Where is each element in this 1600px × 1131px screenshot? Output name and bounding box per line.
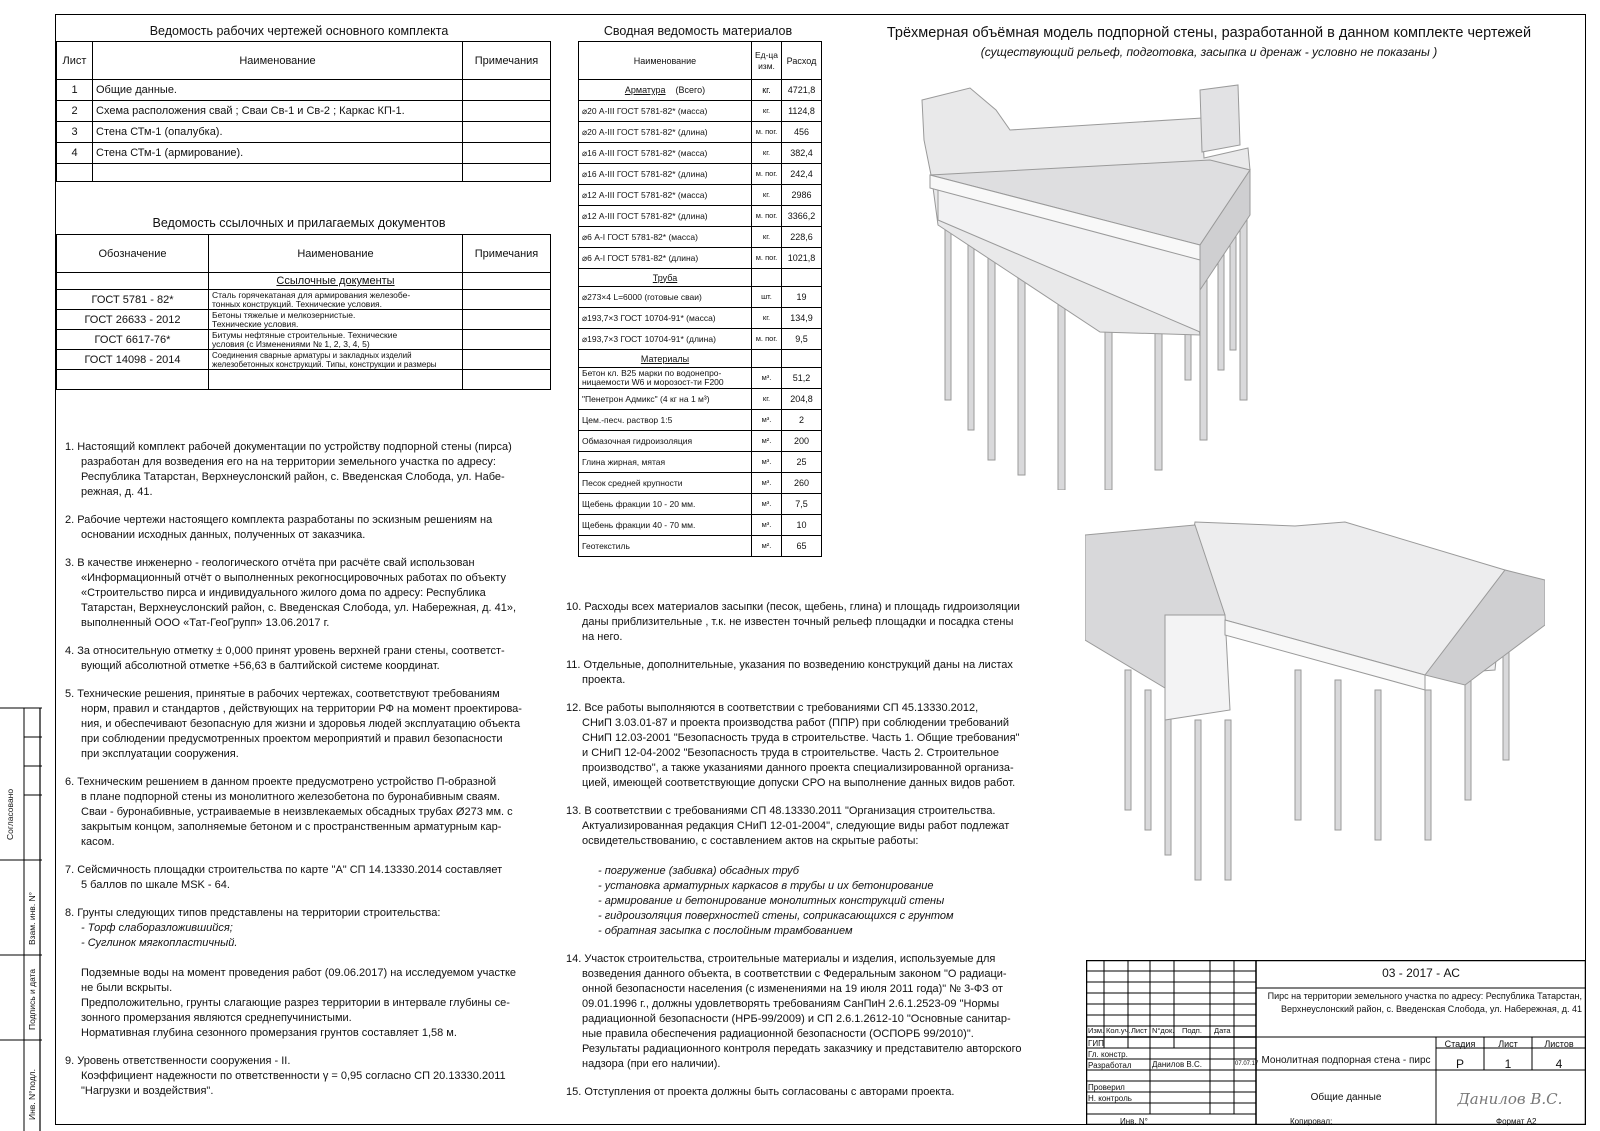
section-row: Труба xyxy=(579,269,822,287)
note-item: 1. Настоящий комплект рабочей документации по устройству подпорной стены (пирса) разработан для возведения его на на территории земельного участка по адресу: Республика Татарстан, Верхнеуслонский район, с. Введенская Слобода, ул. Набе- режная, д. 41. xyxy=(65,441,512,498)
drawings-table xyxy=(56,41,551,182)
notes-left xyxy=(65,440,555,1112)
table-row: Бетон кл. B25 марки по водонепро- ницаемости W6 и морозост-ти F200 м³. 51,2 xyxy=(579,368,822,389)
note-item: 6. Техническим решением в данном проекте предусмотрено устройство П-образной в плане подпорной стены из монолитного железобетона по буронабивным сваям. Сваи - буронабивные, устраиваемые в неизвлекаемых обсадных трубах Ø273 мм. с закрытым концом, заполняемые бетоном и с пространственным арматурным кар- касом. xyxy=(65,776,513,848)
table-row: ⌀193,7×3 ГОСТ 10704-91* (масса) кг. 134,9 xyxy=(579,308,822,329)
side-inv: Инв. N°подл. xyxy=(27,1068,37,1120)
model-render-bottom xyxy=(1085,520,1545,890)
copied-label: Копировал: xyxy=(1290,1117,1333,1126)
concrete-desc: Бетон кл. B25 марки по водонепро- ницаемости W6 и морозост-ти F200 xyxy=(579,368,752,389)
model-subtitle: (существующий рельеф, подготовка, засыпка и дренаж - условно не показаны ) xyxy=(980,45,1438,59)
table-row: Глина жирная, мятая м³. 25 xyxy=(579,452,822,473)
note-item: 9. Уровень ответственности сооружения - II. Коэффициент надежности по ответственности γ = 0,95 согласно СП 20.13330.2011 "Нагрузки и воздействия". xyxy=(65,1055,506,1097)
table-row: 4 Стена СТм-1 (армирование). xyxy=(57,143,551,164)
sheet-name: Общие данные xyxy=(1310,1092,1382,1103)
table-row: Геотекстиль м². 65 xyxy=(579,536,822,557)
title-block-roles: ГИП Гл. констр. Разработал Проверил Н. контроль xyxy=(1088,1039,1132,1103)
note-item: 12. Все работы выполняются в соответствии с требованиями СП 45.13330.2012, СНиП 3.03.01-87 и проекта производства работ (ППР) при соблюдении требований СНиП 12.03-2001 "Безопасность труда в строительстве. Часть 1. Общие требования" и СНиП 12-04-2002 "Безопасность труда в строительстве. Часть 2. Строительное производство", а также указаниями данного проекта специализированной организа- цией, имеющей соответствующие допуски СРО на выполнение данных видов работ. xyxy=(566,702,1020,789)
table-row: Щебень фракции 10 - 20 мм. м³. 7,5 xyxy=(579,494,822,515)
refdocs-title: Ведомость ссылочных и прилагаемых документов xyxy=(152,216,446,230)
refdocs-table: Обозначение Наименование Примечания Ссылочные документы ГОСТ 5781 - 82* Сталь горячекатаная для армирования железобе- тонных конструкций. Технические условия. ГОСТ 26633 - 2012 Бетоны тяжелые и мелкозернистые. Технические условия. ГОСТ 6617-76* Битумы нефтяные строительные. Технические условия (с Изменениями № 1, 2, 3, 4, 5) ГОСТ 14098 - 2014 Соединения сварные арматуры и закладных изделий железобетонных конструкций. Типы, конструкции и размеры xyxy=(56,234,551,390)
section-row: Материалы xyxy=(579,350,822,368)
table-row: "Пенетрон Адмикс" (4 кг на 1 м³) кг. 204,8 xyxy=(579,389,822,410)
th-sheet: Лист xyxy=(57,42,93,80)
table-row: ГОСТ 6617-76* Битумы нефтяные строительные. Технические условия (с Изменениями № 1, 2, 3, 4, 5) xyxy=(57,330,551,350)
note-item: 10. Расходы всех материалов засыпки (песок, щебень, глина) и площадь гидроизоляции даны приблизительные , т.к. не известен точный рельеф площадки и посадка стены на него. xyxy=(566,601,1020,643)
note-item: 5. Технические решения, принятые в рабочих чертежах, соответствуют требованиям норм, правил и стандартов , действующих на территории РФ на момент проектирова- ния, и обеспечивают безопасную для жизни и здоровья людей эксплуатацию объекта при соблюдении предусмотренных проектом мероприятий и правил безопасности при эксплуатации сооружения. xyxy=(65,688,522,760)
format-label: Формат А2 xyxy=(1496,1117,1537,1126)
sheets-header: Листов xyxy=(1544,1039,1574,1049)
table-row: ⌀193,7×3 ГОСТ 10704-91* (длина) м. пог. 9,5 xyxy=(579,329,822,350)
table-row: Песок средней крупности м³. 260 xyxy=(579,473,822,494)
note-item: 8. Грунты следующих типов представлены на территории строительства: - Торф слаборазложившийся; - Суглинок мягкопластичный. Подземные воды на момент проведения работ (09.06.2017) на исследуемом участке не были вскрыты. Предположительно, грунты слагающие разрез территории в интервале глубины се- зонного промерзания являются среднепучинистыми. Нормативная глубина сезонного промерзания грунтов составляет 1,58 м. xyxy=(65,907,517,1039)
table-row: ⌀12 А-III ГОСТ 5781-82* (длина) м. пог. 3366,2 xyxy=(579,206,822,227)
notes-right xyxy=(566,600,1066,1113)
table-row: ⌀6 А-I ГОСТ 5781-82* (масса) кг. 228,6 xyxy=(579,227,822,248)
note-item: 15. Отступления от проекта должны быть согласованы с авторами проекта. xyxy=(566,1086,955,1098)
sheets-value: 4 xyxy=(1555,1057,1563,1071)
inv-label: Инв. N° xyxy=(1120,1117,1148,1126)
th-notes: Примечания xyxy=(463,42,551,80)
table-row: ГОСТ 14098 - 2014 Соединения сварные арматуры и закладных изделий железобетонных конструкций. Типы, конструкции и размеры xyxy=(57,350,551,370)
note-item: 2. Рабочие чертежи настоящего комплекта разработаны по эскизным решениям на основании исходных данных, полученных от заказчика. xyxy=(65,514,493,541)
table-row: 2 Схема расположения свай ; Сваи Св-1 и Св-2 ; Каркас КП-1. xyxy=(57,101,551,122)
side-agreed: Согласовано xyxy=(5,788,15,840)
table-row: 1 Общие данные. xyxy=(57,80,551,101)
note-item: 4. За относительную отметку ± 0,000 принят уровень верхней грани стены, соответст- вующий абсолютной отметке +56,63 в балтийской системе координат. xyxy=(65,645,505,672)
object-name: Пирс на территории земельного участка по адресу: Республика Татарстан, Верхнеуслонский район, с. Введенская Слобода, ул. Набережная, д. 41 xyxy=(1267,991,1582,1014)
sheet-header: Лист xyxy=(1498,1039,1518,1049)
table-row: Обмазочная гидроизоляция м². 200 xyxy=(579,431,822,452)
materials-title: Сводная ведомость материалов xyxy=(603,24,793,38)
table-row: ⌀20 А-III ГОСТ 5781-82* (длина) м. пог. 456 xyxy=(579,122,822,143)
note-item: 7. Сейсмичность площадки строительства по карте "А" СП 14.13330.2014 составляет 5 баллов по шкале MSK - 64. xyxy=(65,864,503,891)
rebar-total-row: Арматура (Всего) кг. 4721,8 xyxy=(579,80,822,101)
table-row: Щебень фракции 40 - 70 мм. м³. 10 xyxy=(579,515,822,536)
model-title: Трёхмерная объёмная модель подпорной стены, разработанной в данном комплекте чертежей xyxy=(886,25,1532,41)
side-sign-date: Подпись и дата xyxy=(27,968,37,1030)
th-name: Наименование xyxy=(93,42,463,80)
table-row: Цем.-песч. раствор 1:5 м³. 2 xyxy=(579,410,822,431)
table-row: ГОСТ 26633 - 2012 Бетоны тяжелые и мелкозернистые. Технические условия. xyxy=(57,310,551,330)
table-row: ГОСТ 5781 - 82* Сталь горячекатаная для армирования железобе- тонных конструкций. Технические условия. xyxy=(57,290,551,310)
materials-table: Наименование Ед-ца изм. Расход Арматура (Всего) кг. 4721,8 ⌀20 А-III ГОСТ 5781-82* (масса) кг. 1124,8 ⌀20 А-III ГОСТ 5781-82* (длина) м. пог. 456 ⌀16 А-III ГОСТ 5781-82* (масса) кг. 382,4 ⌀16 А-III ГОСТ 5781-82* (длина) м. пог. 242,4 ⌀12 А-III ГОСТ 5781-82* (масса) кг. 2986 ⌀12 А-III ГОСТ 5781-82* (длина) м. пог. 3366,2 ⌀6 А-I ГОСТ 5781-82* (масса) кг. 228,6 ⌀6 А-I ГОСТ 5781-82* (длина) м. пог. 1021,8 Труба ⌀273×4 L=6000 (готовые сваи) шт. 19 ⌀193,7×3 ГОСТ 10704-91* (масса) кг. 134,9 ⌀193,7×3 ГОСТ 10704-91* (длина) м. пог. 9,5 Материалы Бетон кл. B25 марки по водонепро- ницаемости W6 и морозост-ти F200 м³. 51,2 "Пенетрон Адмикс" (4 кг на 1 м³) кг. 204,8 Цем.-песч. раствор 1:5 м³. 2 Обмазочная гидроизоляция м². 200 Глина жирная, мятая м³. 25 Песок средней крупности м³. 260 Щебень фракции 10 - 20 мм. м³. 7,5 Щебень фракции 40 - 70 мм. м³. 10 Геотекстиль м². 65 xyxy=(578,41,822,557)
table-row: ⌀6 А-I ГОСТ 5781-82* (длина) м. пог. 1021,8 xyxy=(579,248,822,269)
table-row: ⌀12 А-III ГОСТ 5781-82* (масса) кг. 2986 xyxy=(579,185,822,206)
note-item: 3. В качестве инженерно - геологического отчёта при расчёте свай использован «Информационный отчёт о выполненных рекогносцировочных работах по объекту «Строительство пирса и индивидуального жилого дома по адресу: Республика Татарстан, Верхнеуслонский район, с. Введенская Слобода, ул. Набережная, д. 41», выполненный ООО «Тат-ГеоГрупп» 13.06.2017 г. xyxy=(65,557,517,629)
table-row: ⌀16 А-III ГОСТ 5781-82* (масса) кг. 382,4 xyxy=(579,143,822,164)
model-render-top xyxy=(900,70,1270,490)
developer-date: 07.07.17 xyxy=(1235,1061,1259,1067)
sheet-value: 1 xyxy=(1504,1057,1512,1071)
developer-name: Данилов В.С. xyxy=(1152,1060,1202,1069)
signature: Данилов В.С. xyxy=(1457,1090,1563,1108)
side-replaced: Взам. инв. N° xyxy=(27,891,37,945)
stage-header: Стадия xyxy=(1444,1039,1476,1049)
table-row: 3 Стена СТм-1 (опалубка). xyxy=(57,122,551,143)
note-item: 14. Участок строительства, строительные материалы и изделия, используемые для возведения данного объекта, в соответствии с Федеральным законом "О радиаци- онной безопасности населения (с изменениями на 19 июля 2011 года)" № 3-ФЗ от 09.01.1996 г., должны удовлетворять требованиям СанПиН 2.6.1.2523-09 "Нормы радиационной безопасности (НРБ-99/2009) и СП 2.6.1.2612-10 "Основные санитар- ные правила обеспечения радиационной безопасности (ОСПОРБ 99/2010)". Результаты радиационного контроля передать заказчику и представителю авторского надзора (при его наличии). xyxy=(566,953,1022,1070)
note-item: 11. Отдельные, дополнительные, указания по возведению конструкций даны на листах проекта. xyxy=(566,659,1013,686)
doc-code: 03 - 2017 - АС xyxy=(1382,966,1460,980)
note-item: 13. В соответствии с требованиями СП 48.13330.2011 "Организация строительства. Актуализированная редакция СНиП 12-01-2004", следующие виды работ подлежат освидетельствованию, с составлением актов на скрытые работы: - погружение (забивка) обсадных труб - установка арматурных каркасов в трубы и их бетонирование - армирование и бетонирование монолитных конструкций стены - гидроизоляция поверхностей стены, соприкасающихся с грунтом - обратная засыпка с послойным трамбованием xyxy=(566,805,1010,937)
table-row: ⌀20 А-III ГОСТ 5781-82* (масса) кг. 1124,8 xyxy=(579,101,822,122)
building-name: Монолитная подпорная стена - пирс xyxy=(1261,1055,1431,1066)
table-row: ⌀16 А-III ГОСТ 5781-82* (длина) м. пог. 242,4 xyxy=(579,164,822,185)
table-row: ⌀273×4 L=6000 (готовые сваи) шт. 19 xyxy=(579,287,822,308)
stage-value: Р xyxy=(1455,1057,1464,1071)
drawings-title: Ведомость рабочих чертежей основного комплекта xyxy=(149,24,449,38)
